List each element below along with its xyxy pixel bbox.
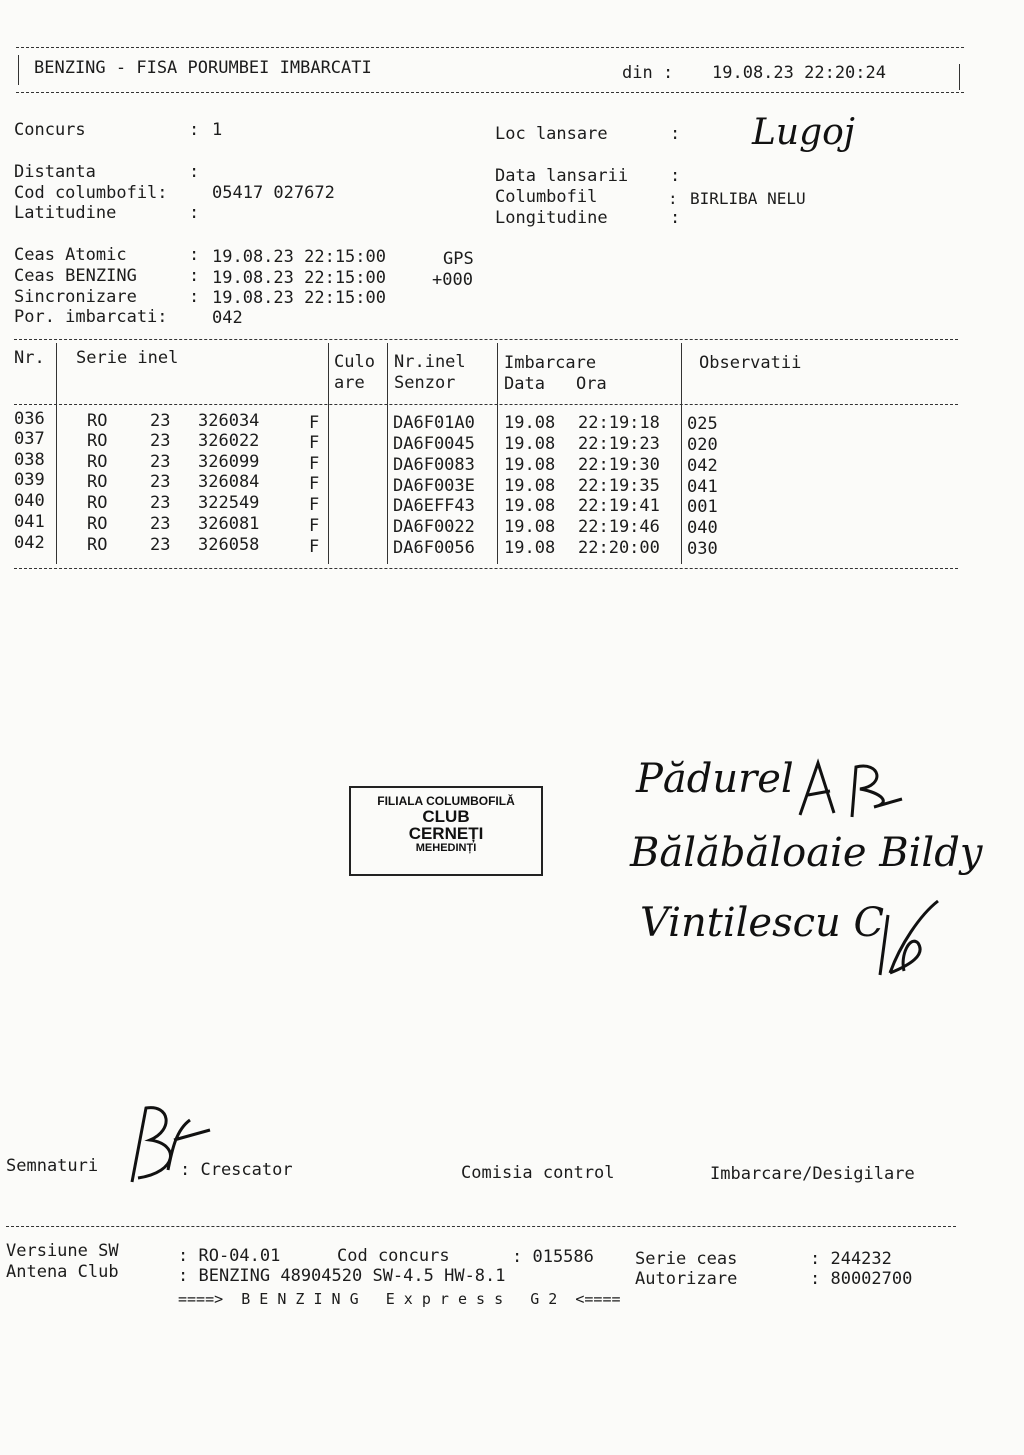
col-divider [328, 343, 329, 564]
loc-lansare-label: Loc lansare [495, 124, 608, 144]
cell-tara: RO [87, 431, 108, 451]
cell-observatii: 030 [687, 539, 718, 559]
colon: : [189, 266, 200, 286]
col-header-nr: Nr. [14, 348, 45, 368]
col-header-observatii: Observatii [699, 353, 802, 373]
ceas-benzing-suffix: +000 [432, 270, 473, 290]
cell-nr: 039 [14, 470, 45, 490]
concurs-value: 1 [212, 120, 223, 140]
cell-sex: F [309, 495, 320, 515]
por-imbarcati-label: Por. imbarcati: [14, 307, 168, 327]
columbofil-label: Columbofil [495, 187, 598, 207]
cell-ora: 22:19:23 [578, 434, 660, 454]
ceas-atomic-suffix: GPS [443, 249, 474, 269]
cell-an: 23 [150, 472, 171, 492]
cell-data: 19.08 [504, 538, 556, 558]
din-label: din : [622, 63, 674, 83]
cell-senzor: DA6EFF43 [393, 496, 475, 516]
cell-sex: F [309, 454, 320, 474]
ceas-atomic-label: Ceas Atomic [14, 245, 127, 265]
cell-tara: RO [87, 472, 108, 492]
cell-sex: F [309, 433, 320, 453]
cell-inel: 326034 [198, 411, 260, 431]
stamp-line-4: MEHEDINȚI [415, 842, 477, 855]
cell-observatii: 042 [687, 456, 718, 476]
serie-ceas-label: Serie ceas [635, 1249, 738, 1269]
cell-an: 23 [150, 535, 171, 555]
cod-columbofil-value: 05417 027672 [212, 183, 335, 203]
table-header-border [14, 404, 958, 405]
cell-data: 19.08 [504, 496, 556, 516]
autorizare-label: Autorizare [635, 1269, 738, 1289]
cell-sex: F [309, 474, 320, 494]
cell-inel: 326099 [198, 452, 260, 472]
antena-club-label: Antena Club [6, 1262, 119, 1282]
cell-an: 23 [150, 452, 171, 472]
cell-sex: F [309, 537, 320, 557]
crescator-label: : Crescator [180, 1160, 293, 1180]
cell-tara: RO [87, 535, 108, 555]
benzing-express-brand: ====> B E N Z I N G E x p r e s s G 2 <==== [178, 1290, 621, 1308]
document-title: BENZING - FISA PORUMBEI IMBARCATI [34, 58, 372, 78]
cell-inel: 326022 [198, 431, 260, 451]
colon: : [189, 162, 200, 182]
colon: : [189, 203, 200, 223]
cell-inel: 326081 [198, 514, 260, 534]
col-header-data: Data [504, 374, 545, 394]
cell-observatii: 001 [687, 497, 718, 517]
cell-ora: 22:20:00 [578, 538, 660, 558]
cell-an: 23 [150, 493, 171, 513]
stamp-line-1: FILIALA COLUMBOFILĂ [377, 794, 515, 808]
serie-ceas-value: : 244232 [810, 1249, 892, 1269]
cell-tara: RO [87, 411, 108, 431]
header-left-border [18, 55, 19, 85]
col-header-culo: Culo [334, 352, 375, 372]
col-header-imbarcare: Imbarcare [504, 353, 597, 373]
table-bottom-border [14, 568, 958, 569]
handwritten-name-1: Pădurel [636, 756, 794, 802]
comisia-control-label: Comisia control [461, 1163, 615, 1183]
cell-observatii: 040 [687, 518, 718, 538]
versiune-sw-label: Versiune SW [6, 1241, 119, 1261]
col-header-nrinel: Nr.inel [394, 352, 466, 372]
footer-border [6, 1226, 956, 1227]
col-divider [681, 343, 682, 564]
cell-senzor: DA6F01A0 [393, 413, 475, 433]
colon: : [189, 245, 200, 265]
header-bottom-border [16, 92, 964, 93]
handwritten-name-2: Bălăbăloaie Bildy [630, 830, 983, 876]
cod-concurs-label: Cod concurs [337, 1246, 450, 1266]
imbarcare-desigilare-label: Imbarcare/Desigilare [710, 1164, 915, 1184]
longitudine-label: Longitudine [495, 208, 608, 228]
cell-senzor: DA6F003E [393, 476, 475, 496]
cell-an: 23 [150, 514, 171, 534]
columbofil-value: BIRLIBA NELU [690, 189, 806, 208]
cell-nr: 041 [14, 512, 45, 532]
cod-columbofil-label: Cod columbofil: [14, 183, 168, 203]
cell-data: 19.08 [504, 455, 556, 475]
cell-ora: 22:19:46 [578, 517, 660, 537]
cell-nr: 042 [14, 533, 45, 553]
din-value: 19.08.23 22:20:24 [712, 63, 886, 83]
colon: : [670, 166, 681, 186]
cell-ora: 22:19:30 [578, 455, 660, 475]
cell-ora: 22:19:41 [578, 496, 660, 516]
cell-sex: F [309, 516, 320, 536]
col-divider [497, 343, 498, 564]
signature-scribble-1 [790, 755, 920, 825]
cell-nr: 040 [14, 491, 45, 511]
cell-ora: 22:19:18 [578, 413, 660, 433]
cell-observatii: 020 [687, 435, 718, 455]
sincronizare-label: Sincronizare [14, 287, 137, 307]
cell-tara: RO [87, 452, 108, 472]
cell-inel: 326058 [198, 535, 260, 555]
cell-senzor: DA6F0056 [393, 538, 475, 558]
loc-lansare-handwritten: Lugoj [752, 112, 855, 153]
semnaturi-label: Semnaturi [6, 1156, 99, 1176]
colon: : [670, 208, 681, 228]
col-header-senzor: Senzor [394, 373, 456, 393]
cell-an: 23 [150, 411, 171, 431]
colon: : [670, 124, 681, 144]
ceas-benzing-value: 19.08.23 22:15:00 [212, 268, 386, 288]
header-right-border [959, 64, 960, 90]
cell-nr: 036 [14, 409, 45, 429]
cell-observatii: 041 [687, 477, 718, 497]
cell-inel: 322549 [198, 493, 260, 513]
cell-nr: 038 [14, 450, 45, 470]
versiune-sw-value: : RO-04.01 [178, 1246, 281, 1266]
col-header-serie: Serie inel [76, 348, 179, 368]
cell-an: 23 [150, 431, 171, 451]
cell-data: 19.08 [504, 517, 556, 537]
handwritten-name-3: Vintilescu C [640, 900, 885, 946]
latitudine-label: Latitudine [14, 203, 117, 223]
col-divider [387, 343, 388, 564]
autorizare-value: : 80002700 [810, 1269, 913, 1289]
col-header-culo-2: are [334, 373, 365, 393]
por-imbarcati-value: 042 [212, 308, 243, 328]
cell-nr: 037 [14, 429, 45, 449]
col-header-ora: Ora [576, 374, 607, 394]
ceas-benzing-label: Ceas BENZING [14, 266, 137, 286]
antena-club-value: : BENZING 48904520 SW-4.5 HW-8.1 [178, 1266, 506, 1286]
cell-data: 19.08 [504, 413, 556, 433]
cell-ora: 22:19:35 [578, 476, 660, 496]
data-lansarii-label: Data lansarii [495, 166, 629, 186]
cell-inel: 326084 [198, 472, 260, 492]
cell-senzor: DA6F0045 [393, 434, 475, 454]
cell-senzor: DA6F0083 [393, 455, 475, 475]
cell-data: 19.08 [504, 476, 556, 496]
colon: : [189, 120, 200, 140]
colon: : [668, 189, 678, 208]
cell-observatii: 025 [687, 414, 718, 434]
colon: : [189, 287, 200, 307]
cell-data: 19.08 [504, 434, 556, 454]
signature-scribble-3 [860, 895, 950, 985]
distanta-label: Distanta [14, 162, 96, 182]
concurs-label: Concurs [14, 120, 86, 140]
stamp-line-3: CERNEȚI [408, 824, 484, 844]
club-stamp [349, 786, 543, 876]
ceas-atomic-value: 19.08.23 22:15:00 [212, 247, 386, 267]
cell-sex: F [309, 413, 320, 433]
cell-tara: RO [87, 493, 108, 513]
cod-concurs-value: : 015586 [512, 1247, 594, 1267]
cell-tara: RO [87, 514, 108, 534]
header-top-border [16, 47, 964, 48]
col-divider [56, 343, 57, 564]
stamp-line-2: CLUB [422, 806, 470, 826]
sincronizare-value: 19.08.23 22:15:00 [212, 288, 386, 308]
table-top-border [14, 339, 958, 340]
cell-senzor: DA6F0022 [393, 517, 475, 537]
